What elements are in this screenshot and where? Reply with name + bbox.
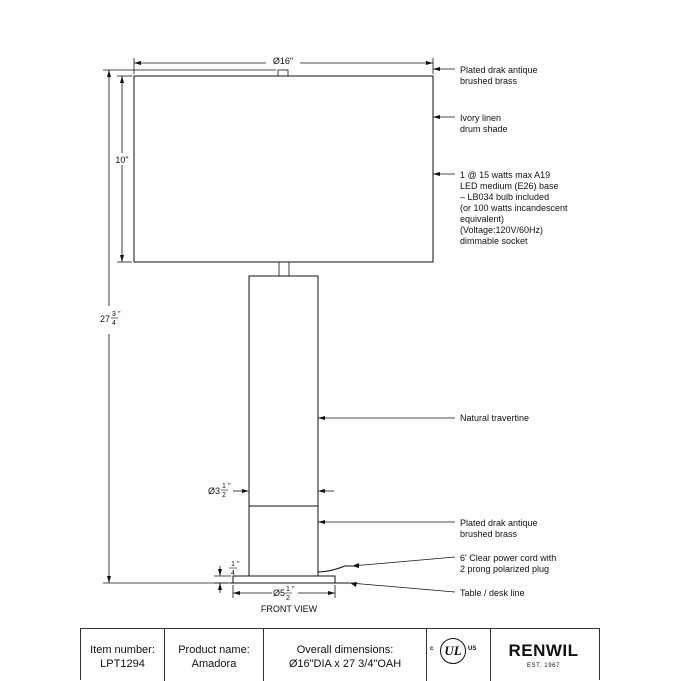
svg-text:": "	[228, 483, 231, 490]
svg-text:": "	[237, 561, 240, 568]
svg-text:(or 100 watts incandescent: (or 100 watts incandescent	[460, 203, 568, 213]
product-name-cell	[165, 629, 264, 681]
callout-body	[460, 413, 529, 423]
svg-text:drum shade: drum shade	[460, 124, 508, 134]
svg-text:Natural travertine: Natural travertine	[460, 413, 530, 423]
overall-dimensions-cell	[264, 629, 427, 681]
base-diameter-label	[272, 586, 298, 602]
shade-height-label: 10"	[115, 155, 129, 165]
view-label: FRONT VIEW	[260, 604, 318, 614]
lamp-shade	[134, 76, 433, 262]
callout-table	[460, 588, 525, 598]
product-name-label: Product name:	[178, 644, 250, 656]
lamp-brass-ring	[249, 506, 318, 576]
width-dim-label: Ø16"	[272, 56, 294, 66]
svg-text:27: 27	[100, 314, 111, 324]
brand-logo: RENWIL	[508, 641, 579, 660]
cul-c-mark: c	[430, 646, 434, 652]
callout-base-ring	[460, 518, 538, 539]
callout-finial	[460, 65, 538, 86]
svg-text:equivalent): equivalent)	[460, 214, 505, 224]
svg-text:1: 1	[222, 483, 226, 490]
item-number-cell	[81, 629, 165, 681]
overall-dimensions-value: Ø16"DIA x 27 3/4"OAH	[288, 658, 402, 670]
svg-text:brushed brass: brushed brass	[460, 76, 518, 86]
svg-text:1: 1	[231, 561, 235, 568]
callout-bulb	[460, 170, 568, 246]
svg-text:brushed brass: brushed brass	[460, 529, 518, 539]
svg-text:1: 1	[286, 586, 290, 593]
overall-height-label	[98, 306, 122, 334]
svg-text:dimmable socket: dimmable socket	[460, 236, 528, 246]
lamp-body	[249, 276, 318, 506]
svg-text:4: 4	[112, 320, 116, 327]
svg-text:Plated drak antique: Plated drak antique	[460, 65, 538, 75]
callout-cord	[460, 553, 556, 574]
svg-text:(Voltage:120V/60Hz): (Voltage:120V/60Hz)	[460, 225, 544, 235]
product-name-value: Amadora	[191, 658, 237, 670]
svg-text:– LB034 bulb included: – LB034 bulb included	[460, 192, 550, 202]
callout-shade	[460, 113, 508, 134]
svg-text:Ivory linen: Ivory linen	[460, 113, 502, 123]
svg-text:3: 3	[112, 311, 116, 318]
lamp-base-plate	[233, 576, 335, 583]
svg-text:2: 2	[222, 492, 226, 499]
svg-text:2 prong polarized plug: 2 prong polarized plug	[460, 564, 550, 574]
brand-established: EST. 1967	[526, 663, 561, 669]
svg-text:1 @ 15 watts max A19: 1 @ 15 watts max A19	[460, 170, 551, 180]
body-diameter-label	[208, 483, 231, 499]
lamp-neck	[279, 262, 289, 276]
item-number-value: LPT1294	[100, 658, 145, 670]
svg-text:Ø3: Ø3	[208, 486, 221, 496]
svg-text:LED medium (E26) base: LED medium (E26) base	[460, 181, 559, 191]
svg-text:Plated drak antique: Plated drak antique	[460, 518, 538, 528]
item-number-label: Item number:	[90, 644, 155, 656]
svg-text:Ø5: Ø5	[273, 588, 286, 598]
svg-text:2: 2	[286, 595, 290, 602]
power-cord	[318, 566, 352, 572]
finial	[278, 70, 288, 76]
cul-us-mark: US	[468, 646, 477, 652]
overall-dimensions-label: Overall dimensions:	[296, 644, 394, 656]
base-height-label	[229, 561, 240, 577]
svg-text:": "	[118, 311, 121, 318]
svg-text:4: 4	[231, 570, 235, 577]
svg-text:": "	[292, 586, 295, 593]
svg-text:6' Clear power cord with: 6' Clear power cord with	[460, 553, 557, 563]
ul-logo: UL	[440, 638, 466, 664]
svg-text:Table / desk line: Table / desk line	[460, 588, 525, 598]
